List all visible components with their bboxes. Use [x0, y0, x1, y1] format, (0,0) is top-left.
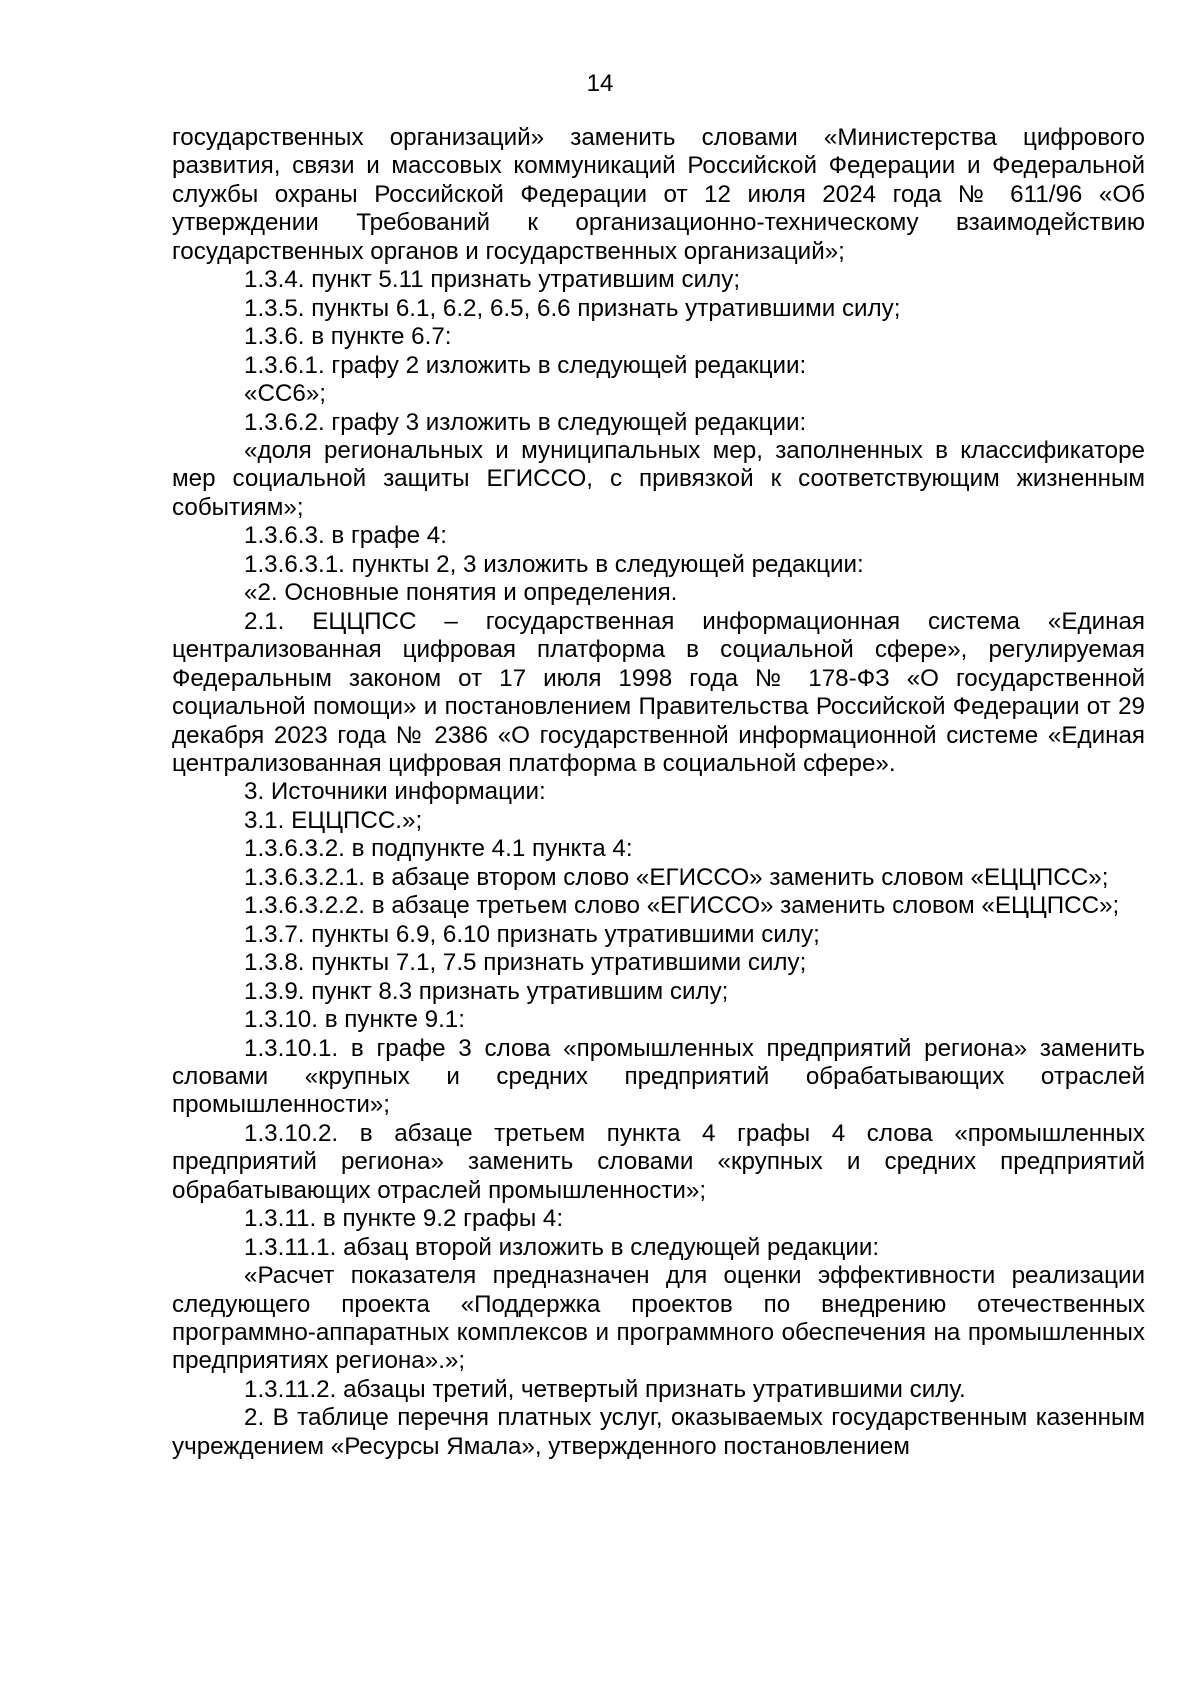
paragraph: 1.3.8. пункты 7.1, 7.5 признать утратившими силу;: [244, 949, 807, 977]
paragraph: 1.3.6. в пункте 6.7:: [244, 323, 452, 351]
paragraph: 1.3.6.2. графу 3 изложить в следующей редакции:: [244, 408, 807, 436]
paragraph: 1.3.4. пункт 5.11 признать утратившим силу;: [244, 266, 741, 294]
paragraph: 1.3.5. пункты 6.1, 6.2, 6.5, 6.6 признать утратившими силу;: [244, 294, 901, 322]
paragraph: 1.3.10.2. в абзаце третьем пункта 4 графы 4 слова «промышленных предприятий региона» заменить словами «крупных и средних предприятий обрабатывающих отраслей промышленности»;: [172, 1119, 1145, 1204]
paragraph: «доля региональных и муниципальных мер, заполненных в классификаторе мер социальной защиты ЕГИССО, с привязкой к соответствующим жизненным событиям»;: [172, 436, 1145, 521]
paragraph: 1.3.6.3.2.2. в абзаце третьем слово «ЕГИССО» заменить словом «ЕЦЦПСС»;: [244, 892, 1120, 920]
paragraph: 1.3.9. пункт 8.3 признать утратившим силу;: [244, 977, 729, 1005]
paragraph: 2. В таблице перечня платных услуг, оказываемых государственным казенным учреждением «Ресурсы Ямала», утвержденного постановлением: [172, 1404, 1145, 1460]
paragraph: 1.3.10. в пункте 9.1:: [244, 1006, 465, 1034]
paragraph: 2.1. ЕЦЦПСС – государственная информационная система «Единая централизованная цифровая платформа в социальной сфере», регулируемая Федеральным законом от 17 июля 1998 года № 178-ФЗ «О государственной социальной помощи» и постановлением Правительства Российской Федерации от 29 декабря 2023 года № 2386 «О государственной информационной системе «Единая централизованная цифровая платформа в социальной сфере».: [172, 607, 1145, 777]
paragraph: 1.3.11. в пункте 9.2 графы 4:: [244, 1205, 564, 1233]
paragraph: 3. Источники информации:: [244, 778, 546, 806]
page-number: 14: [586, 70, 614, 97]
paragraph: 1.3.6.1. графу 2 изложить в следующей редакции:: [244, 351, 807, 379]
paragraph: 1.3.6.3.1. пункты 2, 3 изложить в следующей редакции:: [244, 550, 864, 578]
paragraph: 1.3.6.3. в графе 4:: [244, 522, 447, 550]
paragraph: 3.1. ЕЦЦПСС.»;: [244, 806, 423, 834]
paragraph: «2. Основные понятия и определения.: [244, 579, 678, 607]
paragraph: государственных организаций» заменить словами «Министерства цифрового развития, связи и массовых коммуникаций Российской Федерации и Федеральной службы охраны Российской Федерации от 12 июля 2024 года № 611/96 «Об утверждении Требований к организационно-техническому взаимодействию государственных органов и государственных организаций»;: [172, 124, 1145, 265]
paragraph: «СС6»;: [244, 380, 327, 408]
document-body: [172, 124, 1145, 1461]
paragraph: 1.3.7. пункты 6.9, 6.10 признать утратившими силу;: [244, 920, 820, 948]
paragraph: 1.3.6.3.2.1. в абзаце втором слово «ЕГИССО» заменить словом «ЕЦЦПСС»;: [244, 863, 1109, 891]
paragraph: 1.3.11.2. абзацы третий, четвертый признать утратившими силу.: [244, 1375, 966, 1403]
paragraph: 1.3.6.3.2. в подпункте 4.1 пункта 4:: [244, 835, 633, 863]
paragraph: 1.3.11.1. абзац второй изложить в следующей редакции:: [244, 1233, 880, 1261]
paragraph: «Расчет показателя предназначен для оценки эффективности реализации следующего проекта «Поддержка проектов по внедрению отечественных программно-аппаратных комплексов и программного обеспечения на промышленных предприятиях региона».»;: [172, 1262, 1145, 1375]
paragraph: 1.3.10.1. в графе 3 слова «промышленных предприятий региона» заменить словами «крупных и средних предприятий обрабатывающих отраслей промышленности»;: [172, 1034, 1145, 1119]
